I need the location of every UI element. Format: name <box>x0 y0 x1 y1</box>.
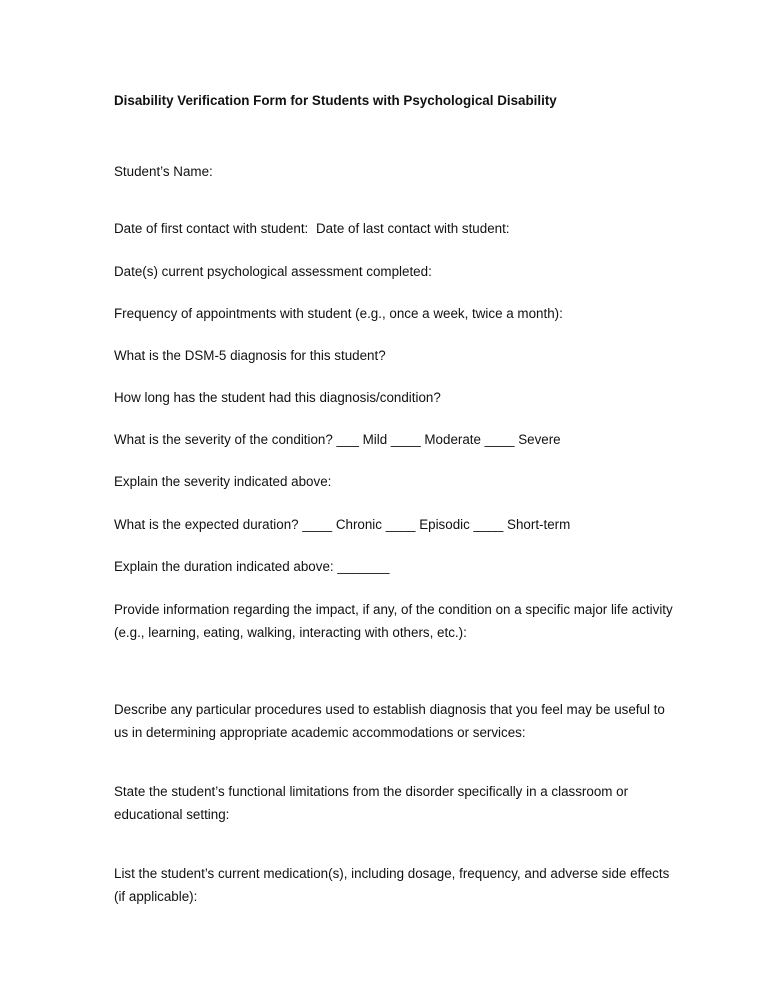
form-title: Disability Verification Form for Students with Psychological Disability <box>114 93 557 108</box>
frequency-label: Frequency of appointments with student (e.g., once a week, twice a month): <box>114 306 563 321</box>
procedures-question: Describe any particular procedures used to establish diagnosis that you feel may be useful to us in determining appropriate academic accommodations or services: <box>114 702 665 740</box>
last-contact-label: Date of last contact with student: <box>316 221 510 236</box>
severity-question: What is the severity of the condition? ___ Mild ____ Moderate ____ Severe <box>114 432 561 447</box>
assessment-date-label: Date(s) current psychological assessment completed: <box>114 264 432 279</box>
dsm-diagnosis-label: What is the DSM-5 diagnosis for this student? <box>114 348 386 363</box>
functional-limitations-question: State the student’s functional limitations from the disorder specifically in a classroom or educational setting: <box>114 784 629 822</box>
impact-question: Provide information regarding the impact, if any, of the condition on a specific major life activity (e.g., learning, eating, walking, interacting with others, etc.): <box>114 602 673 640</box>
student-name-label: Student’s Name: <box>114 164 213 179</box>
explain-severity-label: Explain the severity indicated above: <box>114 474 332 489</box>
diagnosis-duration-label: How long has the student had this diagnosis/condition? <box>114 390 441 405</box>
medications-question: List the student’s current medication(s), including dosage, frequency, and adverse side effects (if applicable): <box>114 866 670 904</box>
explain-duration-label: Explain the duration indicated above: _______ <box>114 559 390 574</box>
expected-duration-question: What is the expected duration? ____ Chronic ____ Episodic ____ Short-term <box>114 517 571 532</box>
first-contact-label: Date of first contact with student: <box>114 221 309 236</box>
